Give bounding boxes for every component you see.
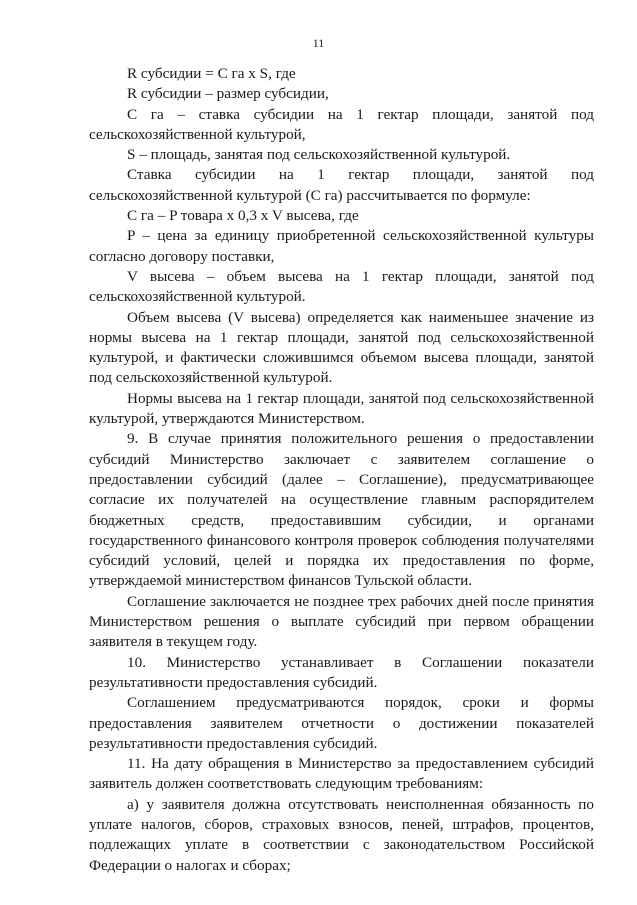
text-line: 11. На дату обращения в Министерство за предоставлением субсидий [127,755,594,773]
text-line: C га – P товара x 0,3 x V высева, где [127,207,359,225]
text-line: C га – ставка субсидии на 1 гектар площади, занятой под [127,105,594,123]
text-line: предоставлении субсидий (далее – Соглашение), предусматривающее [89,470,594,488]
text-line: R субсидии – размер субсидии, [127,85,329,103]
text-line: Нормы высева на 1 гектар площади, занятой под сельскохозяйственной [127,389,594,407]
text-line: субсидий Министерство заключает с заявителем соглашение о [89,450,594,468]
text-line: сельскохозяйственной культурой, [89,125,306,143]
text-line: культурой, и фактически сложившимся объемом высева площади, занятой [89,349,594,367]
text-line: R субсидии = C га x S, где [127,65,296,82]
text-line: Объем высева (V высева) определяется как наименьшее значение из [127,308,594,326]
text-line: сельскохозяйственной культурой (C га) рассчитывается по формуле: [89,186,531,204]
document-body [89,64,594,876]
text-line: уплате налогов, сборов, страховых взносов, пеней, штрафов, процентов, [89,815,594,833]
text-line: нормы высева на 1 гектар площади, занятой под сельскохозяйственной [89,328,594,346]
text-line: Соглашение заключается не позднее трех рабочих дней после принятия [127,592,594,610]
text-line: а) у заявителя должна отсутствовать неисполненная обязанность по [127,795,594,813]
text-line: заявителя в текущем году. [89,633,258,651]
text-line: 10. Министерство устанавливает в Соглашении показатели [127,653,594,671]
text-line: Федерации о налогах и сборах; [89,856,291,874]
text-line: V высева – объем высева на 1 гектар площади, занятой под [127,267,594,285]
text-line: согласие их получателей на осуществление главным распорядителем [89,491,594,509]
text-line: государственного финансового контроля проверок соблюдения получателями [89,531,594,549]
text-line: утверждаемой министерством финансов Тульской области. [89,572,472,590]
text-line: культурой, утверждаются Министерством. [89,410,365,428]
text-line: 9. В случае принятия положительного решения о предоставлении [127,430,594,448]
text-line: Соглашением предусматриваются порядок, сроки и формы [127,694,594,712]
text-line: под сельскохозяйственной культурой. [89,369,333,387]
text-line: результативности предоставления субсидий. [89,734,378,752]
text-line: Ставка субсидии на 1 гектар площади, занятой под [127,166,594,184]
text-line: субсидий условий, целей и порядка их предоставления по форме, [89,552,594,570]
text-line: согласно договору поставки, [89,247,275,265]
page-number: 11 [312,36,325,50]
text-line: Министерством решения о выплате субсидий при первом обращении [89,613,594,631]
text-line: предоставления заявителем отчетности о достижении показателей [89,714,594,732]
text-line: подлежащих уплате в соответствии с законодательством Российской [89,836,594,854]
text-line: S – площадь, занятая под сельскохозяйственной культурой. [127,146,511,164]
text-line: заявитель должен соответствовать следующим требованиям: [89,775,484,793]
text-line: результативности предоставления субсидий. [89,673,378,691]
text-line: сельскохозяйственной культурой. [89,288,306,306]
text-line: бюджетных средств, предоставившим субсидии, и органами [89,511,594,529]
text-line: P – цена за единицу приобретенной сельскохозяйственной культуры [127,227,594,245]
